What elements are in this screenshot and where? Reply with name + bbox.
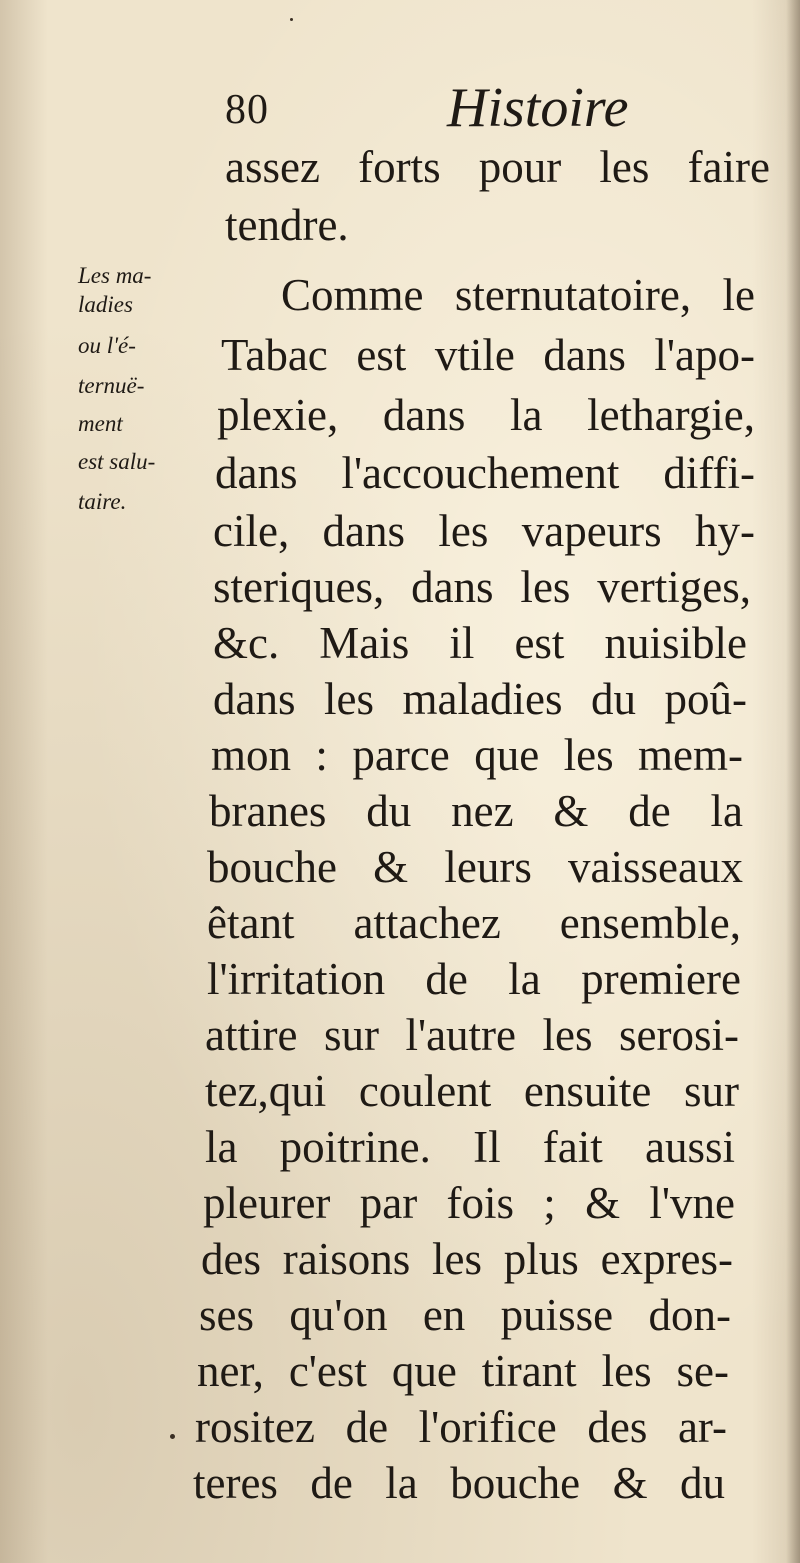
running-head: Histoire [447, 77, 629, 139]
text-line: des raisons les plus expres- [201, 1234, 733, 1284]
text-line: dans l'accouchement diffi- [215, 448, 755, 498]
margin-note-line: ternuë- [78, 373, 145, 398]
margin-note-line: ment [78, 411, 123, 436]
text-line: la poitrine. Il fait aussi [205, 1122, 735, 1172]
page-number: 80 [225, 87, 269, 133]
margin-note-line: ladies [78, 292, 133, 317]
text-line: bouche & leurs vaisseaux [207, 842, 743, 892]
text-line: pleurer par fois ; & l'vne [203, 1178, 735, 1228]
text-line: steriques, dans les vertiges, [213, 562, 751, 612]
text-line: branes du nez & de la [209, 786, 743, 836]
ink-speck [170, 1434, 175, 1439]
text-line: attire sur l'autre les serosi- [205, 1010, 739, 1060]
text-line: dans les maladies du poû- [213, 674, 747, 724]
text-line: mon : parce que les mem- [211, 730, 743, 780]
text-line: assez forts pour les faire [225, 142, 770, 192]
text-line: teres de la bouche & du [193, 1458, 725, 1508]
text-line: Comme sternutatoire, le [281, 270, 755, 320]
text-line: l'irritation de la premiere [207, 954, 741, 1004]
ink-speck [290, 18, 293, 21]
margin-note-line: est salu- [78, 449, 156, 474]
margin-note-line: Les ma- [78, 263, 152, 288]
text-line: tendre. [225, 200, 349, 250]
text-line: plexie, dans la lethargie, [217, 390, 755, 440]
text-line: cile, dans les vapeurs hy- [213, 506, 755, 556]
text-line: Tabac est vtile dans l'apo- [221, 330, 755, 380]
text-line: &c. Mais il est nuisible [213, 618, 747, 668]
text-line: rositez de l'orifice des ar- [195, 1402, 727, 1452]
text-line: ner, c'est que tirant les se- [197, 1346, 729, 1396]
margin-note-line: ou l'é- [78, 333, 136, 358]
margin-note-line: taire. [78, 489, 127, 514]
text-line: êtant attachez ensemble, [207, 898, 741, 948]
text-line: tez,qui coulent ensuite sur [205, 1066, 739, 1116]
page-header [225, 76, 629, 146]
page-edge-shadow [786, 0, 800, 1563]
text-line: ses qu'on en puisse don- [199, 1290, 731, 1340]
